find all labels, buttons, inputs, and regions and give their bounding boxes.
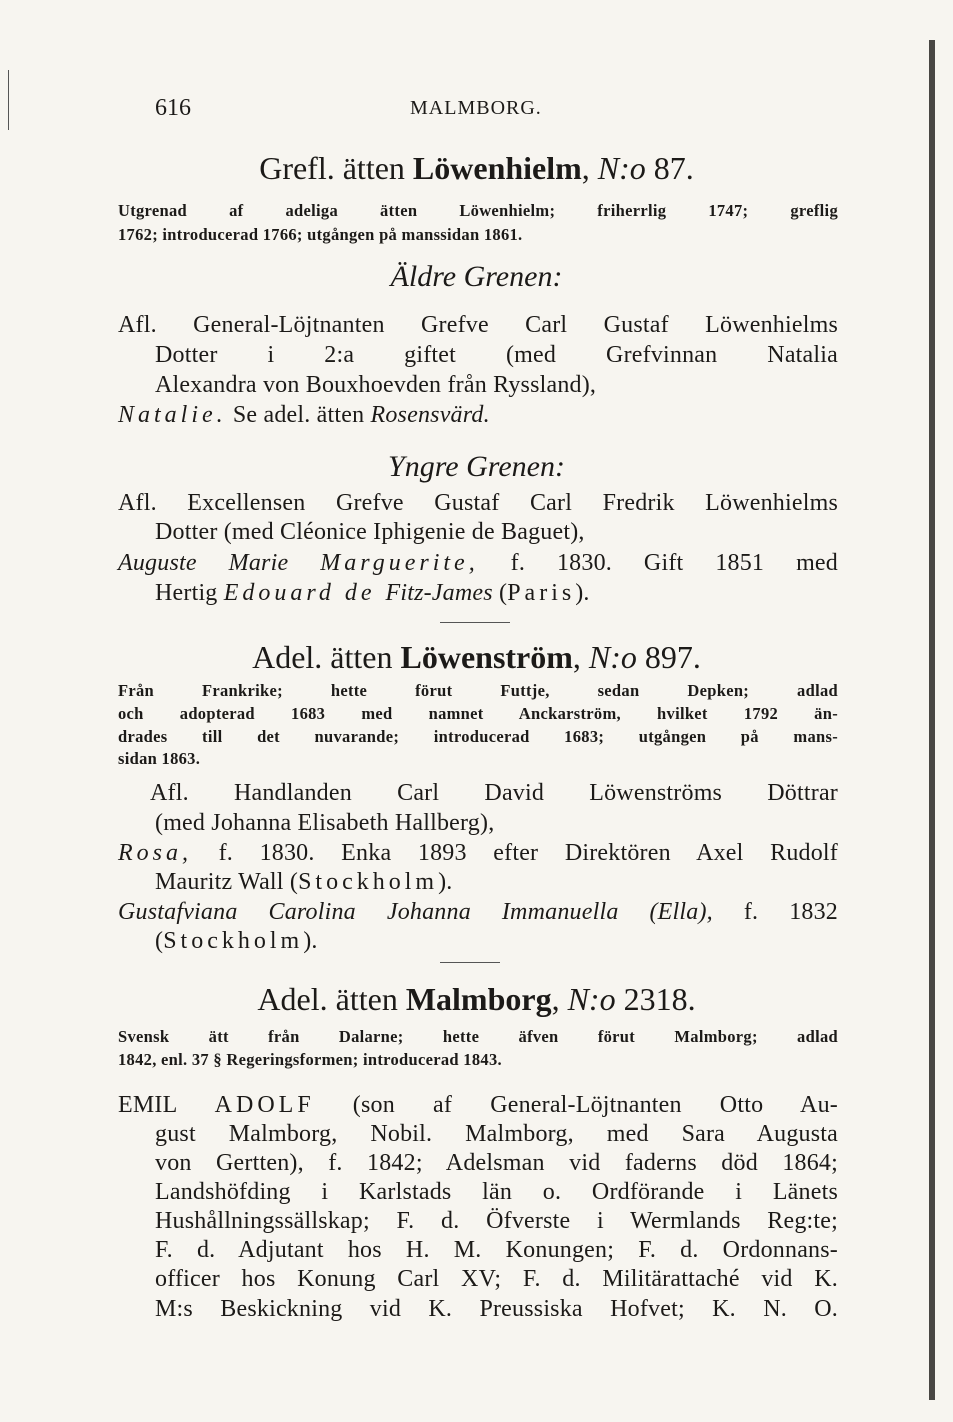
branch-heading (0, 262, 953, 292)
text-segment: von Gertten), f. 1842; Adelsman vid faderns död 1864; (155, 1150, 838, 1176)
branch-heading (0, 452, 953, 482)
text-segment: Afl. Handlanden Carl David Löwenströms Döttrar (150, 780, 838, 806)
text-segment: (son af General-Löjtnanten Otto Au- (314, 1092, 838, 1118)
text-segment: ). (575, 580, 590, 606)
text-segment: Löwenhielm (412, 150, 582, 186)
text-segment: officer hos Konung Carl XV; F. d. Militärattaché vid K. (155, 1266, 838, 1292)
text-segment: ( (155, 928, 164, 954)
text-line (155, 870, 452, 894)
text-segment: , (581, 150, 598, 186)
running-title: MALMBORG. (410, 97, 542, 119)
text-line (118, 900, 838, 924)
text-segment: Rosa, (118, 840, 192, 866)
text-line (150, 781, 838, 805)
text-segment: , (572, 639, 589, 675)
text-segment: 2318. (615, 981, 696, 1017)
text-segment: , (551, 981, 568, 1017)
text-segment: Edouard de (223, 580, 386, 606)
text-segment: ). (303, 928, 318, 954)
text-segment: gust Malmborg, Nobil. Malmborg, med Sara Augusta (155, 1121, 838, 1147)
text-segment: drades till det nuvarande; introducerad 1683; utgången på mans- (118, 727, 838, 746)
text-segment: Hushållningssällskap; F. d. Öfverste i Wermlands Reg:te; (155, 1208, 838, 1234)
text-segment: Rosensvärd. (370, 402, 490, 428)
text-line (118, 313, 838, 337)
text-segment: Landshöfding i Karlstads län o. Ordförande i Länets (155, 1179, 838, 1205)
text-segment: Dotter (med Cléonice Iphigenie de Baguet), (155, 519, 585, 545)
text-line (118, 403, 490, 427)
text-line (155, 1209, 838, 1233)
family-heading (0, 641, 953, 673)
text-line (118, 551, 838, 575)
text-segment: F. d. Adjutant hos H. M. Konungen; F. d. Ordonnans- (155, 1237, 838, 1263)
text-line (155, 1297, 838, 1321)
text-segment: Afl. Excellensen Grefve Gustaf Carl Fredrik Löwenhielms (118, 490, 838, 516)
text-segment: Paris (507, 580, 576, 606)
text-segment: EMIL (118, 1092, 215, 1118)
family-note-line (118, 227, 522, 244)
text-segment: ADOLF (214, 1092, 315, 1118)
text-segment: Stockholm (163, 928, 304, 954)
family-note-line (118, 1029, 838, 1046)
text-segment: Utgrenad af adeliga ätten Löwenhielm; friherrlig 1747; greflig (118, 201, 838, 220)
text-segment: Adel. ätten (252, 639, 401, 675)
text-segment: N:o (588, 639, 637, 675)
text-segment: 1842, enl. 37 § Regeringsformen; introducerad 1843. (118, 1050, 502, 1069)
text-line (155, 1267, 838, 1291)
text-segment: 1762; introducerad 1766; utgången på manssidan 1861. (118, 225, 523, 244)
text-line (118, 1093, 838, 1117)
family-heading (0, 983, 953, 1015)
text-segment: sidan 1863. (118, 749, 201, 768)
text-line (155, 581, 590, 605)
text-segment: Från Frankrike; hette förut Futtje, sedan Depken; adlad (118, 681, 838, 700)
text-segment: Auguste Marie (118, 550, 321, 576)
text-line (155, 811, 494, 835)
text-segment: 897. (636, 639, 701, 675)
text-segment: Mauritz Wall ( (155, 869, 299, 895)
text-line (155, 1238, 838, 1262)
family-note-line (118, 729, 838, 746)
text-segment: Adel. ätten (257, 981, 406, 1017)
text-segment: 87. (645, 150, 694, 186)
family-note-line (118, 203, 838, 220)
text-segment: Se adel. ätten (226, 402, 371, 428)
text-line (155, 1122, 838, 1146)
family-note-line (118, 683, 838, 700)
text-segment: f. 1830. Enka 1893 efter Direktören Axel Rudolf (192, 840, 838, 866)
text-segment: Gustafviana Carolina Johanna Immanuella (Ella), (118, 899, 713, 925)
text-line (155, 929, 318, 953)
text-segment: f. 1832 (712, 899, 838, 925)
text-segment: Alexandra von Bouxhoevden från Ryssland), (155, 372, 597, 398)
text-segment: M:s Beskickning vid K. Preussiska Hofvet; K. N. O. (155, 1296, 838, 1322)
text-line (118, 491, 838, 515)
text-line (155, 343, 838, 367)
text-segment: Hertig (155, 580, 224, 606)
text-line (118, 841, 838, 865)
text-segment: (med Johanna Elisabeth Hallberg), (155, 810, 495, 836)
text-segment: Dotter i 2:a giftet (med Grefvinnan Natalia (155, 342, 838, 368)
text-segment: ). (438, 869, 453, 895)
page-number: 616 (155, 95, 191, 121)
family-note-line (118, 1052, 502, 1069)
section-divider (440, 622, 510, 623)
family-heading (0, 152, 953, 184)
text-segment: Stockholm (298, 869, 439, 895)
text-segment: Malmborg (405, 981, 552, 1017)
text-segment: Äldre Grenen: (390, 260, 563, 293)
section-divider (440, 962, 500, 963)
text-segment: Grefl. ätten (259, 150, 413, 186)
family-note-line (118, 706, 838, 723)
text-segment: ( (492, 580, 508, 606)
text-segment: Svensk ätt från Dalarne; hette äfven förut Malmborg; adlad (118, 1027, 838, 1046)
text-segment: Fitz-James (385, 580, 493, 606)
text-line (155, 373, 596, 397)
text-segment: N:o (567, 981, 616, 1017)
text-segment: Yngre Grenen: (388, 450, 565, 483)
text-segment: Afl. General-Löjtnanten Grefve Carl Gustaf Löwenhielms (118, 312, 838, 338)
text-segment: Natalie. (118, 402, 227, 428)
text-segment: f. 1830. Gift 1851 med (478, 550, 838, 576)
text-segment: och adopterad 1683 med namnet Anckarström, hvilket 1792 än- (118, 704, 838, 723)
text-line (155, 1151, 838, 1175)
page-edge-shadow (929, 40, 935, 1400)
text-segment: Marguerite, (320, 550, 479, 576)
text-segment: Löwenström (400, 639, 573, 675)
family-note-line (118, 751, 200, 768)
text-segment: N:o (597, 150, 646, 186)
text-line (155, 1180, 838, 1204)
scan-mark (8, 70, 9, 130)
text-line (155, 520, 585, 544)
